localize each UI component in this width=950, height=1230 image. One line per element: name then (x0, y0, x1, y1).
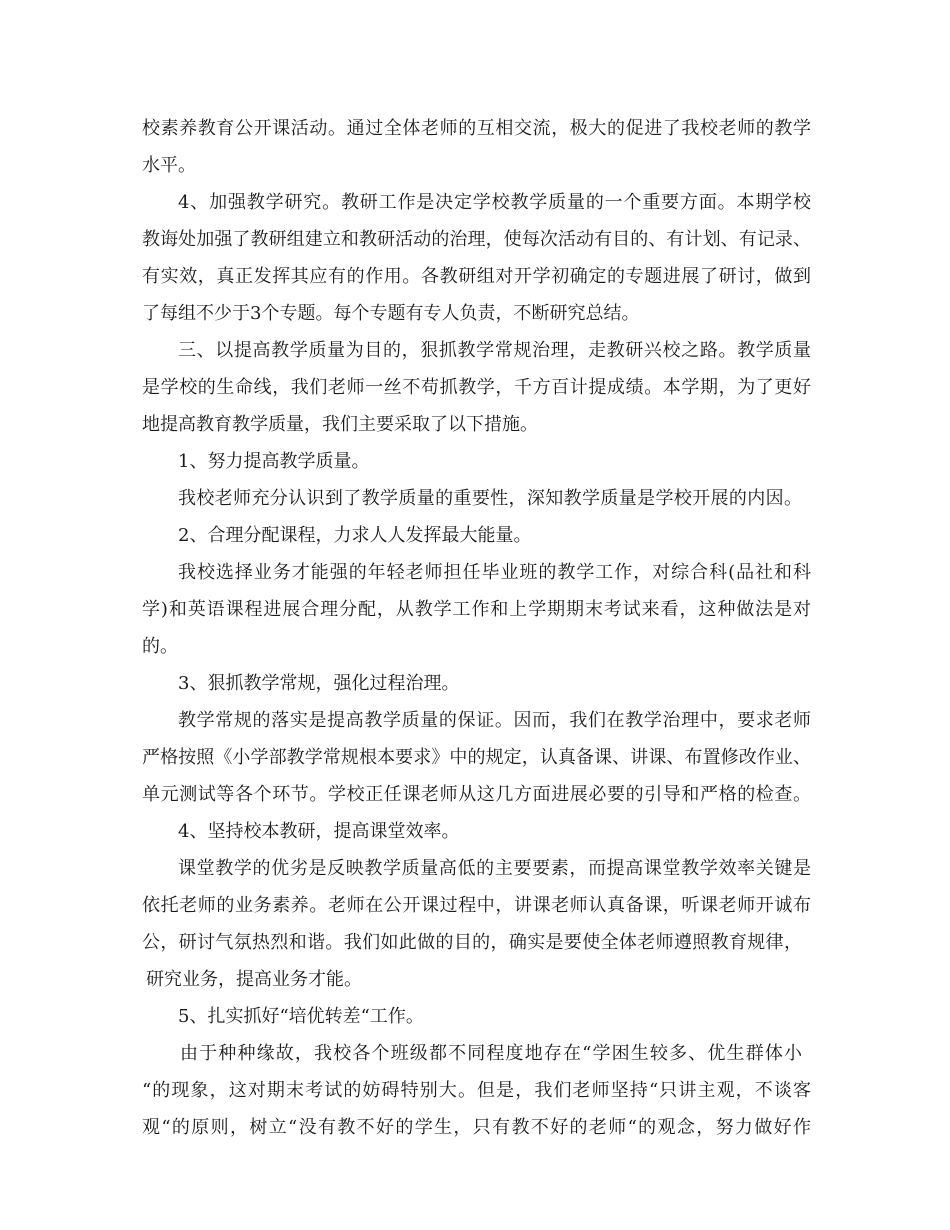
text-line (0, 963, 950, 997)
text-line-content: 水平。 (142, 155, 196, 176)
text-line (0, 1111, 950, 1145)
text-line-content: 我校老师充分认识到了教学质量的重要性，深知教学质量是学校开展的内因。 (178, 488, 802, 509)
text-line-content: 公，研讨气氛热烈和谐。我们如此做的目的，确实是要使全体老师遵照教育规律， (142, 932, 802, 953)
text-line-content: 的。 (142, 636, 178, 657)
text-line-content: 4、加强教学研究。教研工作是决定学校教学质量的一个重要方面。本期学校 (178, 192, 811, 213)
text-line-content: 教学常规的落实是提高教学质量的保证。因而，我们在教学治理中，要求老师 (178, 710, 811, 731)
text-line (0, 741, 950, 775)
text-line (0, 112, 950, 146)
text-line (0, 223, 950, 257)
text-line (0, 260, 950, 294)
text-line-content: 课堂教学的优劣是反映教学质量高低的主要要素，而提高课堂教学效率关键是 (178, 858, 811, 879)
text-line-content: 我校选择业务才能强的年轻老师担任毕业班的教学工作，对综合科(品社和科 (178, 562, 811, 583)
text-line (0, 926, 950, 960)
text-line (0, 704, 950, 738)
text-line-content: 了每组不少于3个专题。每个专题有专人负责，不断研究总结。 (142, 303, 640, 324)
text-line-content: 5、扎实抓好“培优转差“工作。 (178, 1006, 424, 1027)
text-line (0, 149, 950, 183)
text-line (0, 334, 950, 368)
text-line (0, 593, 950, 627)
text-line-content: 依托老师的业务素养。老师在公开课过程中，讲课老师认真备课，听课老师开诚布 (142, 895, 811, 916)
text-line (0, 186, 950, 220)
text-line-content: 3、狠抓教学常规，强化过程治理。 (178, 673, 460, 694)
text-line (0, 815, 950, 849)
text-line-content: 1、努力提高教学质量。 (178, 451, 370, 472)
text-line (0, 1000, 950, 1034)
text-line-content: 观“的原则，树立“没有教不好的学生，只有教不好的老师“的观念，努力做好作 (142, 1117, 811, 1138)
text-line-content: 学)和英语课程进展合理分配，从教学工作和上学期期末考试来看，这种做法是对 (142, 599, 811, 620)
text-line (0, 852, 950, 886)
text-line-content: 有实效，真正发挥其应有的作用。各教研组对开学初确定的专题进展了研讨，做到 (142, 266, 811, 287)
text-line-content: “的现象，这对期末考试的妨碍特别大。但是，我们老师坚持“只讲主观，不谈客 (142, 1080, 811, 1101)
text-line (0, 667, 950, 701)
text-line (0, 778, 950, 812)
text-line (0, 408, 950, 442)
text-line (0, 556, 950, 590)
text-line-content: 三、以提高教学质量为目的，狠抓教学常规治理，走教研兴校之路。教学质量 (178, 340, 811, 361)
text-line-content: 由于种种缘故，我校各个班级都不同程度地存在“学困生较多、优生群体小 (180, 1043, 802, 1064)
text-line-content: 单元测试等各个环节。学校正任课老师从这几方面进展必要的引导和严格的检查。 (142, 784, 811, 805)
text-line-content: 研究业务，提高业务才能。 (146, 969, 362, 990)
text-line-content: 地提高教育教学质量，我们主要采取了以下措施。 (142, 414, 538, 435)
text-line (0, 1037, 950, 1071)
text-line-content: 2、合理分配课程，力求人人发挥最大能量。 (178, 525, 532, 546)
text-line (0, 519, 950, 553)
text-line (0, 889, 950, 923)
text-line (0, 445, 950, 479)
text-line (0, 371, 950, 405)
text-line-content: 是学校的生命线，我们老师一丝不苟抓教学，千方百计提成绩。本学期，为了更好 (142, 377, 811, 398)
text-line-content: 教诲处加强了教研组建立和教研活动的治理，使每次活动有目的、有计划、有记录、 (142, 229, 811, 250)
text-line (0, 482, 950, 516)
text-line (0, 630, 950, 664)
text-line-content: 严格按照《小学部教学常规根本要求》中的规定，认真备课、讲课、布置修改作业、 (142, 747, 811, 768)
text-line (0, 297, 950, 331)
text-line-content: 4、坚持校本教研，提高课堂效率。 (178, 821, 460, 842)
text-line-content: 校素养教育公开课活动。通过全体老师的互相交流，极大的促进了我校老师的教学 (142, 118, 811, 139)
text-line (0, 1074, 950, 1108)
